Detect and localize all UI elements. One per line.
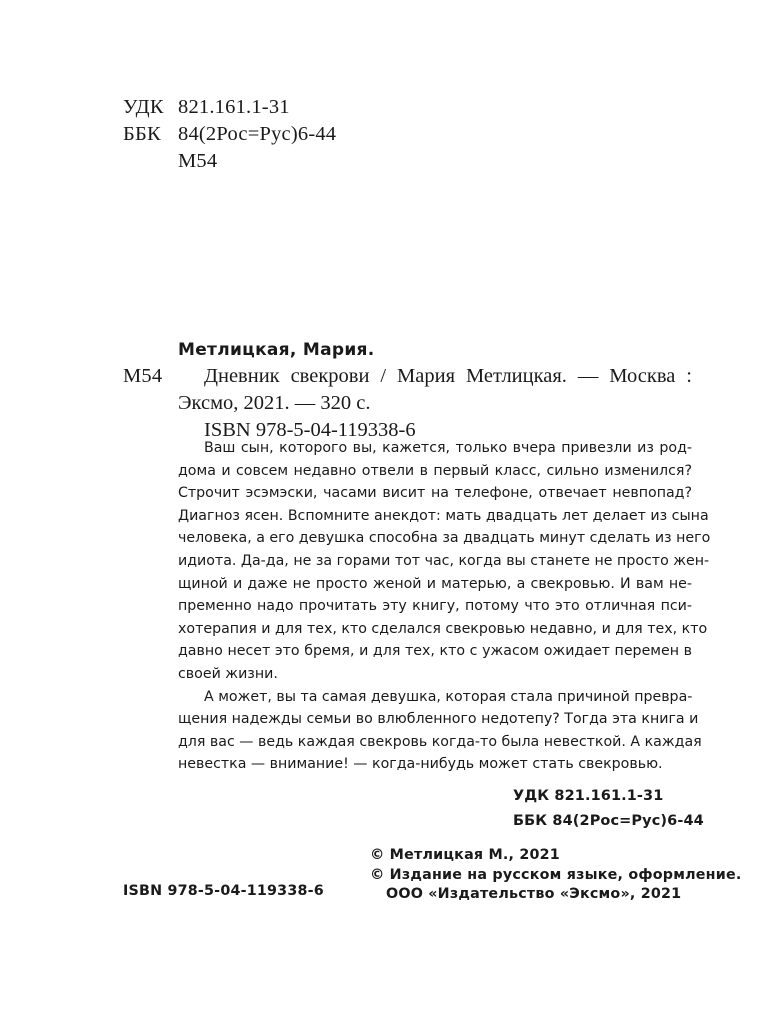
annotation-line: пременно надо прочитать эту книгу, потому что это отличная пси- (178, 598, 692, 615)
bbk-label: ББК (123, 123, 161, 145)
annotation-line: невестка — внимание! — когда-нибудь может стать свекровью. (178, 756, 663, 773)
annotation-line: давно несет это бремя, и для тех, кто с ужасом ожидает перемен в (178, 643, 692, 660)
isbn-bottom: ISBN 978-5-04-119338-6 (123, 883, 324, 899)
annotation (178, 437, 711, 776)
author-mark: М54 (123, 365, 163, 387)
annotation-line: хотерапия и для тех, кто сделался свекровью недавно, и для тех, кто (178, 620, 708, 637)
udk-bottom: УДК 821.161.1-31 (513, 788, 664, 804)
annotation-line: А может, вы та самая девушка, которая стала причиной превра- (204, 688, 693, 705)
author-mark-top: М54 (178, 150, 218, 172)
annotation-line: Ваш сын, которого вы, кажется, только вчера привезли из род- (204, 440, 692, 456)
annotation-line: идиота. Да-да, не за горами тот час, когда вы станете не просто жен- (178, 552, 710, 569)
isbn-line: ISBN 978-5-04-119338-6 (204, 419, 416, 441)
copyright-publisher: ООО «Издательство «Эксмо», 2021 (386, 886, 682, 902)
annotation-line: человека, а его девушка способна за двадцать минут сделать из него (178, 530, 711, 547)
annotation-line: Строчит эсэмэски, часами висит на телефоне, отвечает невпопад? (178, 485, 692, 502)
copyright-edition: © Издание на русском языке, оформление. (370, 867, 742, 883)
annotation-line: Диагноз ясен. Вспомните анекдот: мать двадцать лет делает из сына (178, 507, 709, 524)
bbk-bottom: ББК 84(2Рос=Рус)6-44 (513, 813, 704, 829)
annotation-line: щения надежды семьи во влюбленного недотепу? Тогда эта книга и (178, 711, 699, 728)
udk-label: УДК (123, 96, 164, 118)
annotation-line: для вас — ведь каждая свекровь когда-то была невесткой. А каждая (178, 733, 702, 750)
annotation-line: дома и совсем недавно отвели в первый класс, сильно изменился? (178, 462, 692, 479)
title-line: Дневник свекрови / Мария Метлицкая. — Москва : (204, 365, 692, 387)
publisher-line: Эксмо, 2021. — 320 с. (178, 392, 371, 414)
copyright-author: © Метлицкая М., 2021 (370, 847, 560, 863)
author-heading: Метлицкая, Мария. (178, 340, 375, 360)
udk-value: 821.161.1-31 (178, 96, 290, 118)
annotation-line: щиной и даже не просто женой и матерью, а свекровью. И вам не- (178, 575, 692, 592)
bbk-value: 84(2Рос=Рус)6-44 (178, 123, 337, 145)
bibliographic-description (178, 363, 692, 444)
annotation-line: своей жизни. (178, 665, 278, 682)
